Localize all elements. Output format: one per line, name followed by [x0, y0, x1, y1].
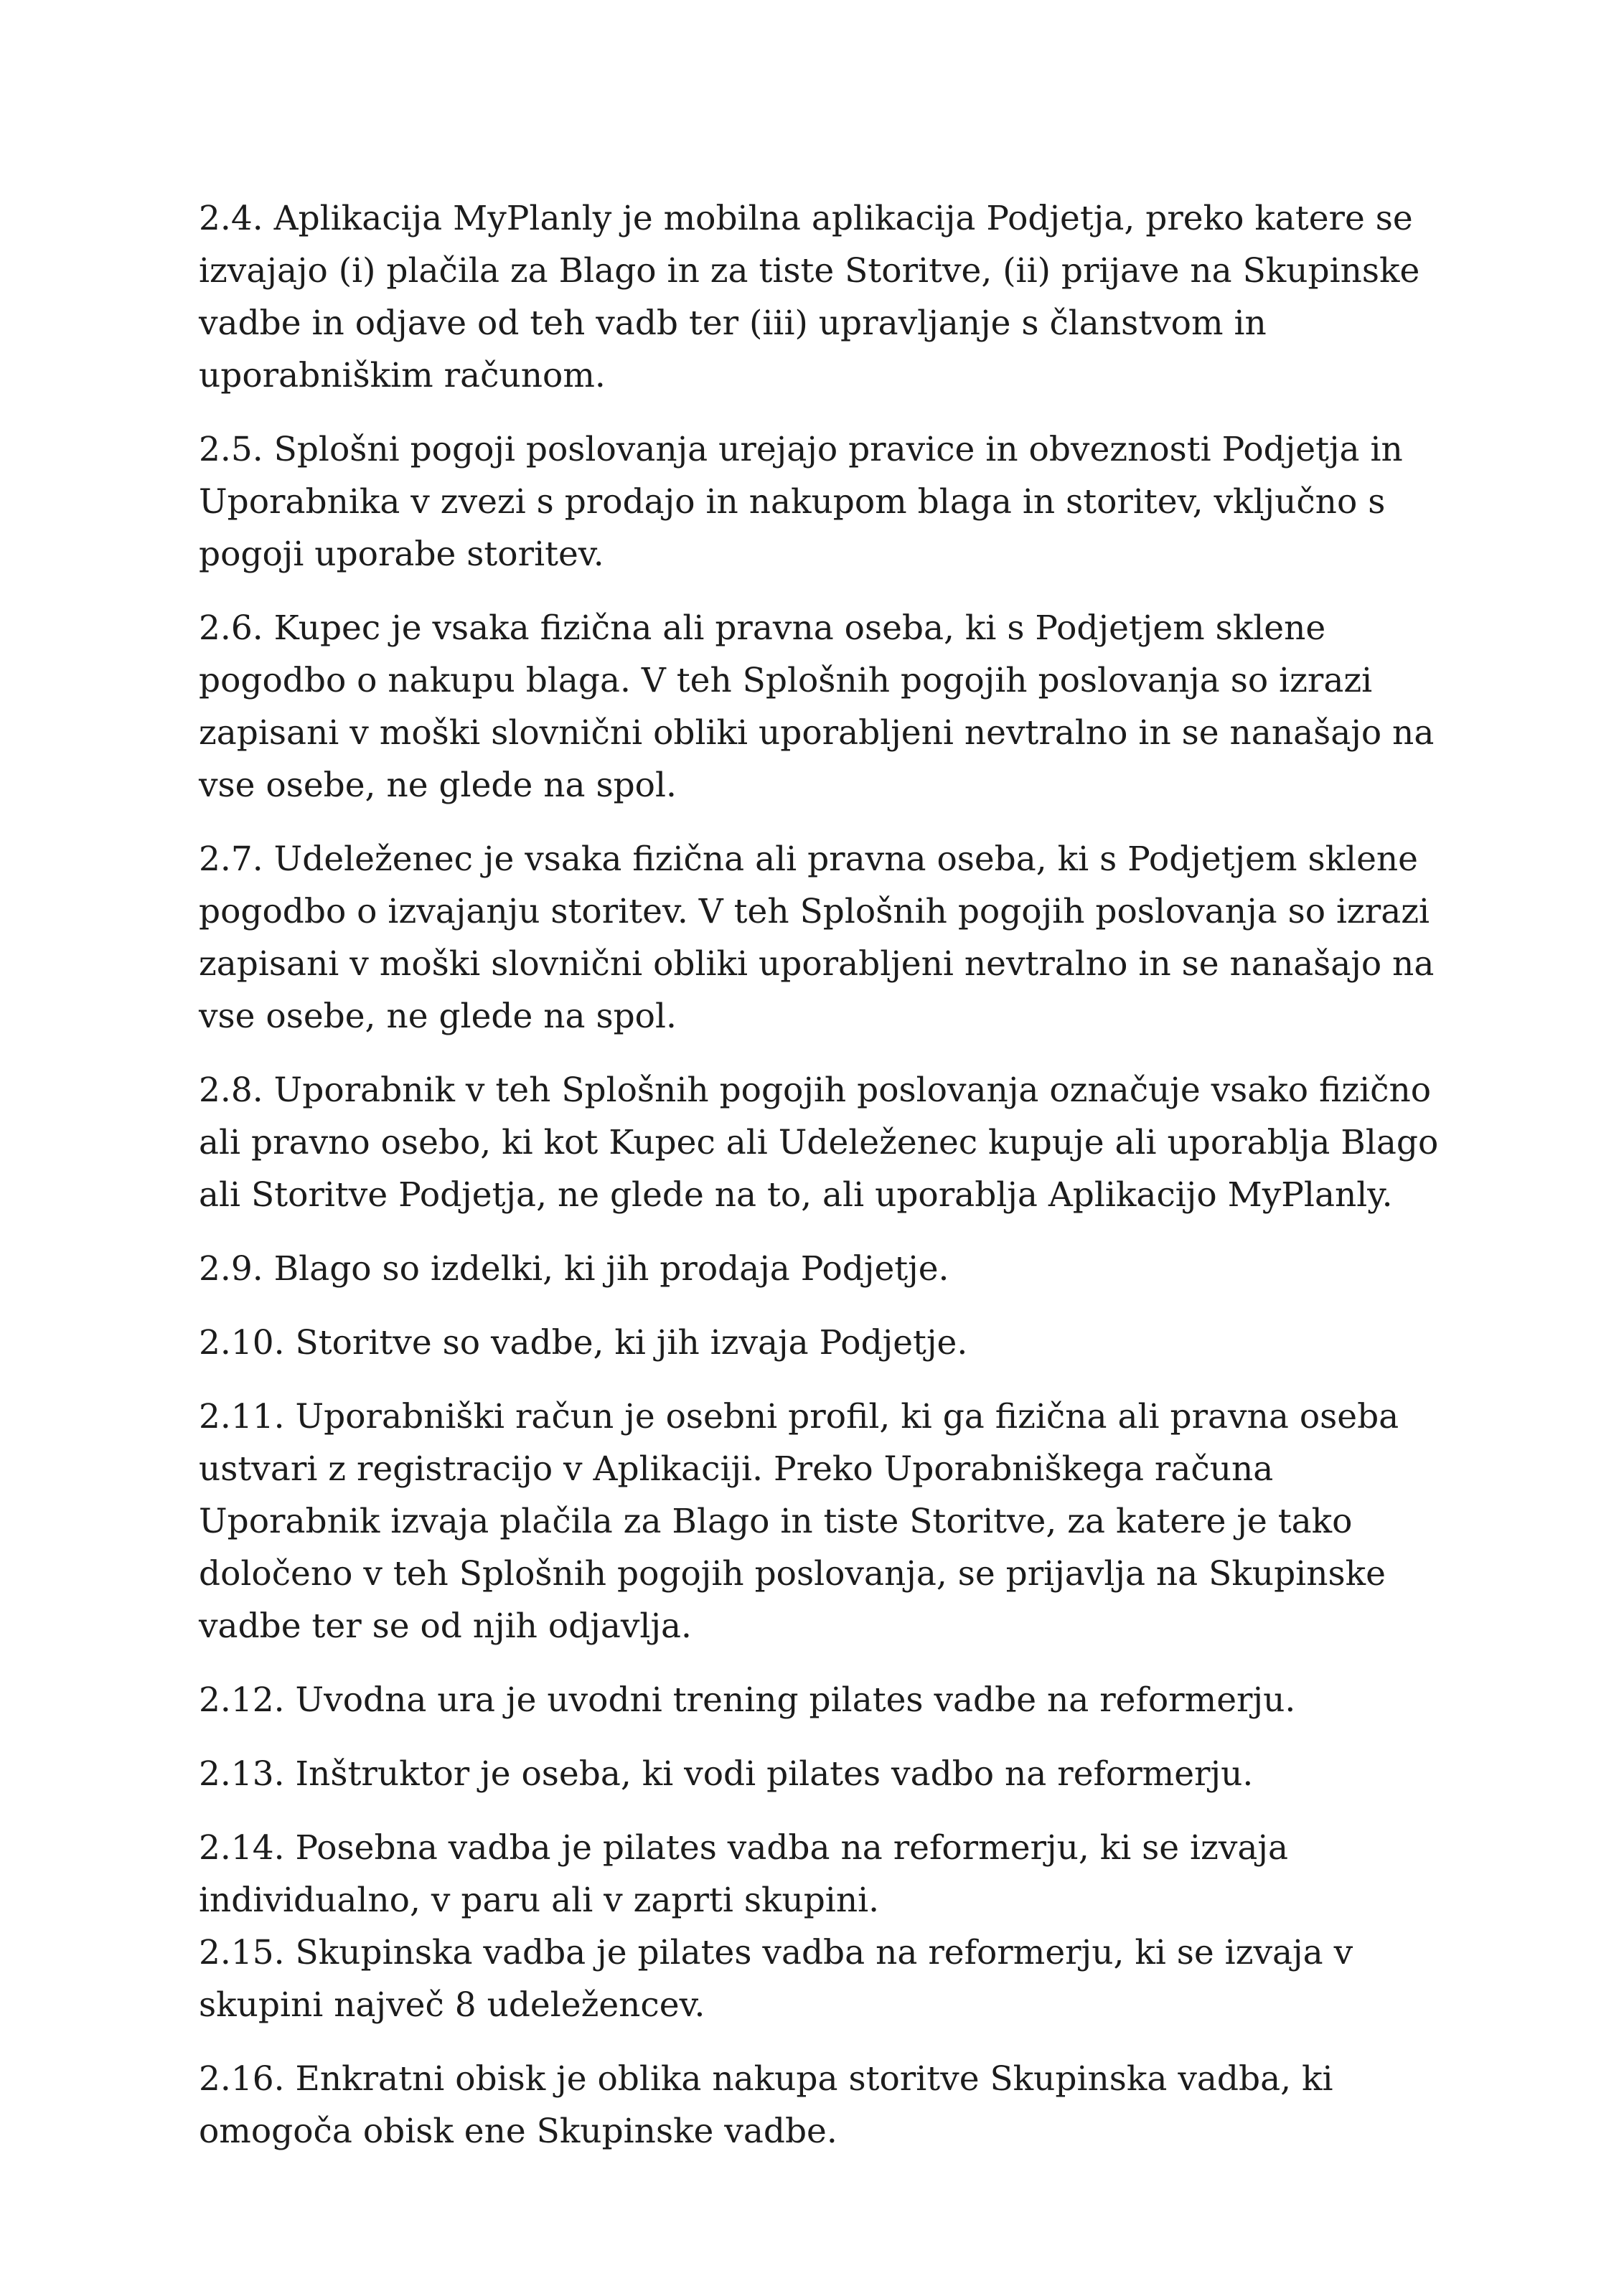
- paragraph-2-5: 2.5. Splošni pogoji poslovanja urejajo pravice in obveznosti Podjetja in Uporabnika v zvezi s prodajo in nakupom blaga in storitev, vključno s pogoji uporabe storitev.: [199, 430, 1403, 574]
- paragraph-2-15: 2.15. Skupinska vadba je pilates vadba na reformerju, ki se izvaja v skupini največ 8 udeležencev.: [199, 1933, 1353, 2025]
- paragraph-2-13: 2.13. Inštruktor je oseba, ki vodi pilates vadbo na reformerju.: [199, 1754, 1254, 1794]
- paragraph-2-4: 2.4. Aplikacija MyPlanly je mobilna aplikacija Podjetja, preko katere se izvajajo (i) plačila za Blago in za tiste Storitve, (ii) prijave na Skupinske vadbe in odjave od teh vadb ter (iii) upravljanje s članstvom in uporabniškim računom.: [199, 199, 1420, 395]
- document-body: [199, 192, 1444, 2179]
- paragraph-2-14: 2.14. Posebna vadba je pilates vadba na reformerju, ki se izvaja individualno, v paru ali v zaprti skupini.: [199, 1828, 1288, 1920]
- paragraph-2-9: 2.9. Blago so izdelki, ki jih prodaja Podjetje.: [199, 1249, 949, 1289]
- paragraph-2-12: 2.12. Uvodna ura je uvodni trening pilates vadbe na reformerju.: [199, 1680, 1296, 1720]
- paragraph-2-11: 2.11. Uporabniški račun je osebni profil, ki ga fizična ali pravna oseba ustvari z registracijo v Aplikaciji. Preko Uporabniškega računa Uporabnik izvaja plačila za Blago in tiste Storitve, za katere je tako določeno v teh Splošnih pogojih poslovanja, se prijavlja na Skupinske vadbe ter se od njih odjavlja.: [199, 1397, 1399, 1646]
- paragraph-2-10: 2.10. Storitve so vadbe, ki jih izvaja Podjetje.: [199, 1323, 968, 1363]
- paragraph-2-8: 2.8. Uporabnik v teh Splošnih pogojih poslovanja označuje vsako fizično ali pravno osebo, ki kot Kupec ali Udeleženec kupuje ali uporablja Blago ali Storitve Podjetja, ne glede na to, ali uporablja Aplikacijo MyPlanly.: [199, 1071, 1439, 1215]
- paragraph-2-7: 2.7. Udeleženec je vsaka fizična ali pravna oseba, ki s Podjetjem sklene pogodbo o izvajanju storitev. V teh Splošnih pogojih poslovanja so izrazi zapisani v moški slovnični obliki uporabljeni nevtralno in se nanašajo na vse osebe, ne glede na spol.: [199, 839, 1435, 1036]
- paragraph-2-6: 2.6. Kupec je vsaka fizična ali pravna oseba, ki s Podjetjem sklene pogodbo o nakupu blaga. V teh Splošnih pogojih poslovanja so izrazi zapisani v moški slovnični obliki uporabljeni nevtralno in se nanašajo na vse osebe, ne glede na spol.: [199, 608, 1435, 805]
- paragraph-2-16: 2.16. Enkratni obisk je oblika nakupa storitve Skupinska vadba, ki omogoča obisk ene Skupinske vadbe.: [199, 2059, 1333, 2151]
